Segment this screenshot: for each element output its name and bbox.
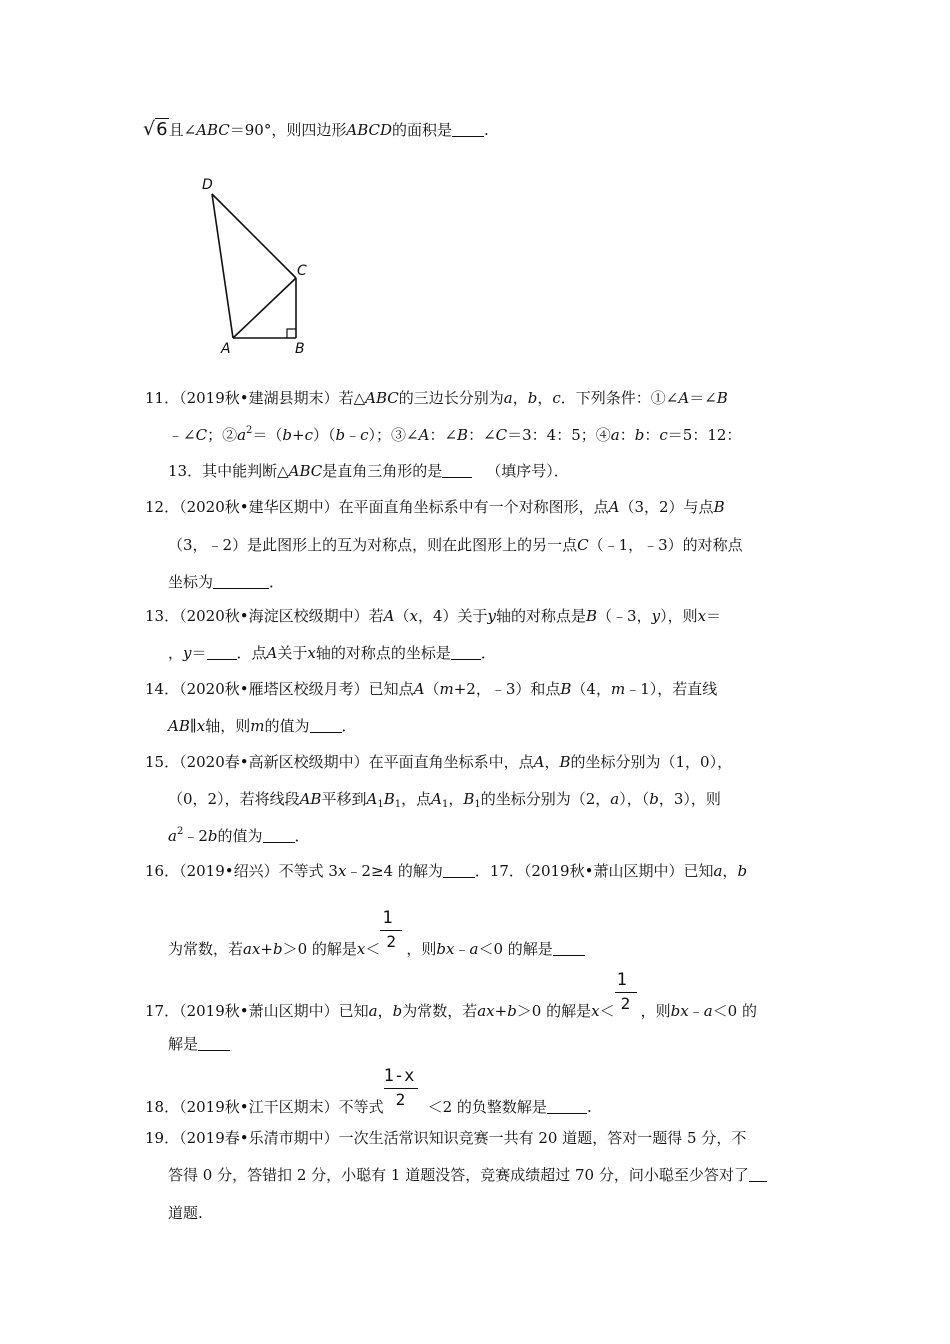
q10-continuation-line: √6且∠ABC＝90°，则四边形ABCD的面积是 . [143, 118, 489, 140]
q12-line-1: 12．（2020秋•建华区期中）在平面直角坐标系中有一个对称图形，点A（3，2）与点B [145, 498, 725, 516]
question-number: 18． [145, 1098, 180, 1116]
question-number: 11． [145, 389, 180, 407]
sqrt-expression: √6 [143, 118, 168, 140]
q14-line-1: 14．（2020秋•雁塔区校级月考）已知点A（m+2，﹣3）和点B（4，m﹣1），若直线 [145, 680, 718, 698]
answer-blank [443, 863, 475, 878]
answer-blank [198, 1036, 230, 1051]
q12-line-3: 坐标为 ． [168, 573, 285, 591]
q17-line-2: 解是 [168, 1034, 230, 1054]
answer-blank [263, 828, 295, 843]
answer-blank [442, 463, 472, 478]
segment-dc [212, 194, 296, 278]
fraction-one-minus-x-over-two: $\frac{1-x}{2}$ [384, 1092, 428, 1112]
question-number: 14． [145, 680, 180, 698]
q11-line-2: ﹣∠C；$②a^2=(b+c)(b﹣c)$；③∠A：∠B：∠C＝3：4：5；④a：b：c＝5：12： [168, 425, 742, 444]
question-number: 13． [145, 607, 180, 625]
q15-line-1: 15．（2020春•高新区校级期中）在平面直角坐标系中，点A，B的坐标分别为（1，0）， [145, 753, 733, 771]
q16-line-2: 为常数，若ax+b＞0 的解是x＜ $\frac{1}{2}$ ，则bx﹣a＜0 的解是 [168, 934, 585, 959]
q11-line-3: 13．其中能判断△ABC是直角三角形的是 （填序号）． [168, 462, 569, 480]
answer-blank [749, 1167, 767, 1182]
q15-line-2: （0，2），若将线段AB平移到$A_1B_1$，点$A_1$，$B_1$的坐标分别为（2，a），（b，3），则 [168, 790, 721, 810]
q19-line-2: 答得 0 分，答错扣 2 分，小聪有 1 道题没答，竞赛成绩超过 70 分，问小聪至少答对了 [168, 1165, 767, 1185]
question-number: 15． [145, 753, 180, 771]
label-a: A [221, 341, 231, 357]
q15-line-3: $a^2﹣2b$的值为 ． [168, 826, 310, 845]
label-d: D [202, 177, 213, 193]
q13-line-1: 13．（2020秋•海淀区校级期中）若A（x，4）关于y轴的对称点是B（﹣3，y），则x＝ [145, 607, 722, 625]
answer-blank [553, 941, 585, 956]
q19-line-1: 19．（2019春•乐清市期中）一次生活常识知识竞赛一共有 20 道题，答对一题得 5 分，不 [145, 1129, 747, 1147]
quadrilateral-figure [195, 170, 325, 360]
answer-blank [213, 574, 269, 589]
q16-line-1: 16．（2019•绍兴）不等式 3x﹣2≥4 的解为 ．17．（2019秋•萧山区期中）已知a，b [145, 862, 748, 880]
right-angle-mark [287, 329, 296, 338]
answer-blank [310, 718, 342, 733]
answer-blank [451, 645, 481, 660]
question-number: 12． [145, 498, 180, 516]
q14-line-2: AB∥x轴，则m的值为 ． [168, 717, 357, 735]
q13-line-2: ，y＝ ．点A关于x轴的对称点的坐标是 ． [168, 644, 496, 662]
fraction-one-half: $\frac{1}{2}$ [615, 996, 641, 1016]
segment-da [212, 194, 233, 338]
answer-blank [207, 645, 237, 660]
fraction-one-half: $\frac{1}{2}$ [380, 934, 406, 954]
q12-line-2: （3，﹣2）是此图形上的互为对称点，则在此图形上的另一点C（﹣1，﹣3）的对称点 [168, 536, 743, 554]
label-b: B [295, 341, 305, 357]
label-c: C [297, 263, 307, 279]
q17-line-1: 17．（2019秋•萧山区期中）已知a，b为常数，若ax+b＞0 的解是x＜ $\frac{1}{2}$ ，则bx﹣a＜0 的 [145, 970, 757, 1020]
q11-line-1: 11．（2019秋•建湖县期末）若△ABC的三边长分别为a，b，c．下列条件：①∠A＝∠B [145, 389, 728, 407]
q19-line-3: 道题. [168, 1204, 203, 1222]
question-number: 19． [145, 1129, 180, 1147]
question-number: 17． [145, 1002, 180, 1020]
answer-blank [547, 1099, 587, 1114]
answer-blank [452, 122, 484, 137]
q18-line-1: 18．（2019秋•江干区期末）不等式 $\frac{1-x}{2}$ ＜2 的负整数解是 . [145, 1066, 592, 1116]
question-number: 16． [145, 862, 180, 880]
